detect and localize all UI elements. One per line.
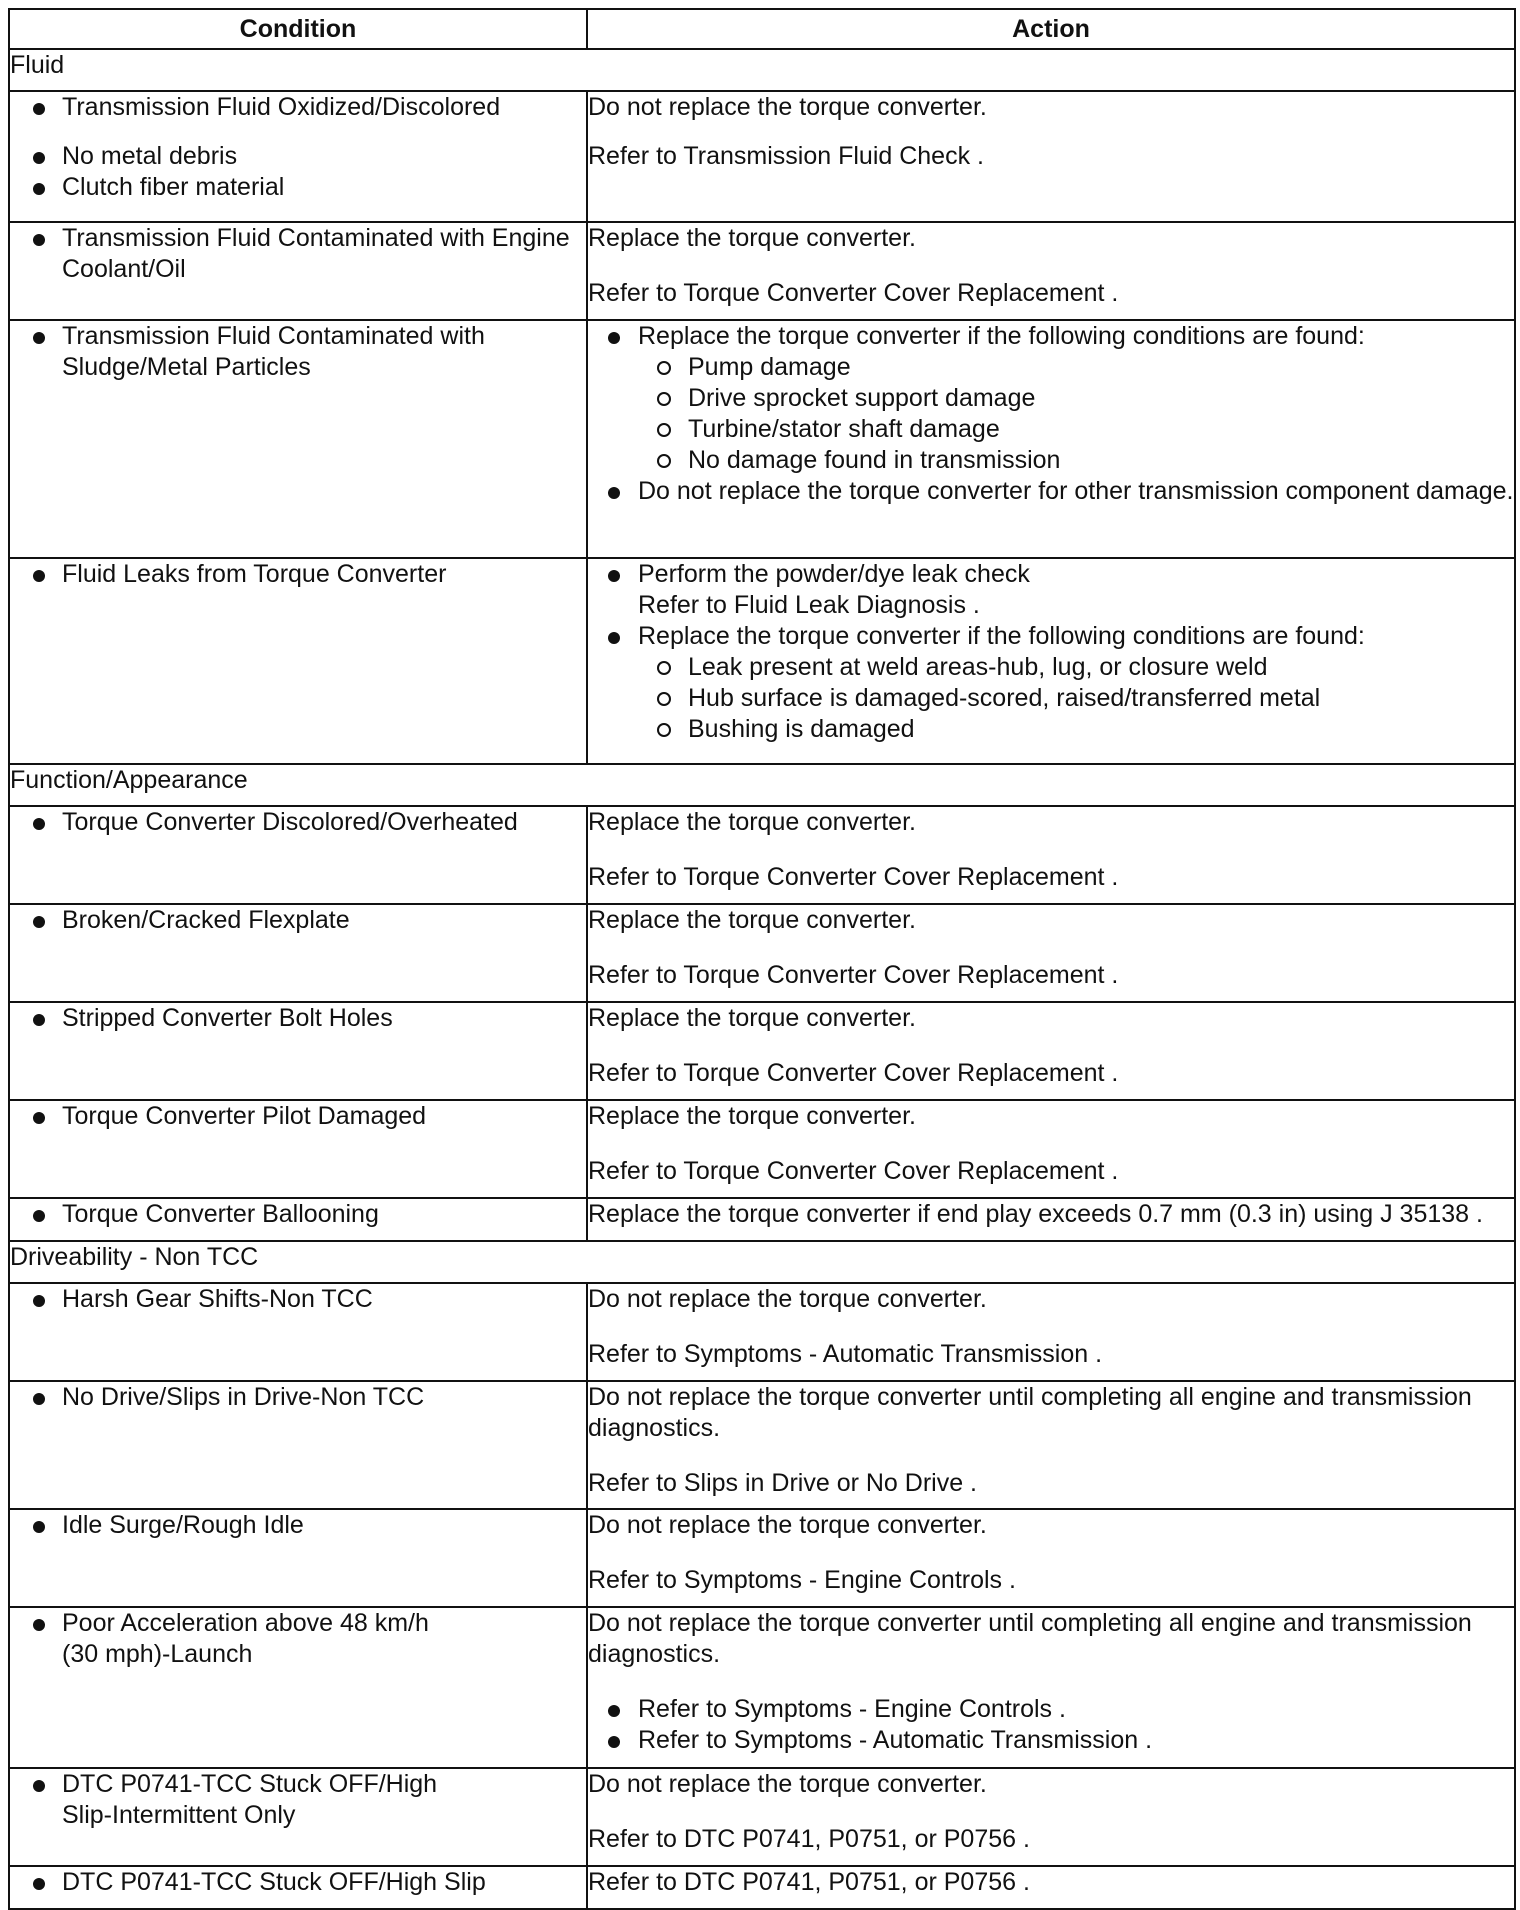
condition-cell xyxy=(9,1768,587,1866)
condition-item: Transmission Fluid Contaminated with Engine Coolant/Oil xyxy=(10,223,586,285)
action-subitem: No damage found in transmission xyxy=(588,445,1514,476)
action-reference: Refer to Torque Converter Cover Replacement . xyxy=(588,961,1119,989)
section-row xyxy=(9,49,1515,91)
action-item: Do not replace the torque converter for other transmission component damage. xyxy=(588,476,1514,507)
action-text: Replace the torque converter if end play exceeds 0.7 mm (0.3 in) using J 35138 . xyxy=(588,1200,1483,1228)
section-row xyxy=(9,764,1515,806)
condition-item: Stripped Converter Bolt Holes xyxy=(10,1003,586,1034)
table-row xyxy=(9,1381,1515,1509)
condition-header: Condition xyxy=(9,9,587,49)
table-row xyxy=(9,1198,1515,1241)
action-reference: Refer to Fluid Leak Diagnosis . xyxy=(638,591,980,619)
action-text: Do not replace the torque converter. xyxy=(588,93,987,121)
section-driveability: Driveability - Non TCC xyxy=(9,1241,1515,1283)
condition-cell xyxy=(9,1607,587,1768)
action-cell xyxy=(587,1381,1515,1509)
action-item-text: Perform the powder/dye leak check xyxy=(638,560,1030,588)
action-reference: Refer to Torque Converter Cover Replacement . xyxy=(588,279,1119,307)
action-subitem: Hub surface is damaged-scored, raised/transferred metal xyxy=(588,683,1514,714)
table-row xyxy=(9,1002,1515,1100)
action-text: Do not replace the torque converter until completing all engine and transmission diagnostics. xyxy=(588,1609,1472,1668)
action-text: Replace the torque converter. xyxy=(588,1004,916,1032)
table-row xyxy=(9,1768,1515,1866)
action-cell xyxy=(587,904,1515,1002)
action-text: Replace the torque converter. xyxy=(588,906,916,934)
table-row xyxy=(9,1100,1515,1198)
table-row xyxy=(9,91,1515,222)
action-reference: Refer to DTC P0741, P0751, or P0756 . xyxy=(588,1868,1030,1896)
action-reference: Refer to Slips in Drive or No Drive . xyxy=(588,1469,978,1497)
action-text: Replace the torque converter. xyxy=(588,224,916,252)
condition-item: Broken/Cracked Flexplate xyxy=(10,905,586,936)
action-cell xyxy=(587,1100,1515,1198)
action-text: Replace the torque converter. xyxy=(588,808,916,836)
action-cell xyxy=(587,558,1515,764)
condition-cell xyxy=(9,320,587,558)
action-reference: Refer to Symptoms - Engine Controls . xyxy=(588,1566,1016,1594)
condition-cell xyxy=(9,1509,587,1607)
action-text: Do not replace the torque converter. xyxy=(588,1511,987,1539)
action-cell xyxy=(587,1283,1515,1381)
action-text: Do not replace the torque converter. xyxy=(588,1285,987,1313)
condition-item xyxy=(10,1608,586,1670)
section-fluid: Fluid xyxy=(9,49,1515,91)
condition-cell xyxy=(9,806,587,904)
action-item: Replace the torque converter if the following conditions are found: xyxy=(588,621,1514,652)
condition-cell xyxy=(9,1283,587,1381)
condition-line: DTC P0741-TCC Stuck OFF/High xyxy=(62,1770,438,1798)
header-row xyxy=(9,9,1515,49)
condition-item: Torque Converter Discolored/Overheated xyxy=(10,807,586,838)
section-function-appearance: Function/Appearance xyxy=(9,764,1515,806)
action-text: Do not replace the torque converter. xyxy=(588,1770,987,1798)
action-subitem: Pump damage xyxy=(588,352,1514,383)
table-row xyxy=(9,1866,1515,1909)
table-row xyxy=(9,1509,1515,1607)
table-row xyxy=(9,806,1515,904)
action-subitem: Bushing is damaged xyxy=(588,714,1514,745)
condition-line: (30 mph)-Launch xyxy=(62,1640,253,1668)
action-cell xyxy=(587,1002,1515,1100)
action-cell xyxy=(587,91,1515,222)
condition-cell xyxy=(9,1866,587,1909)
action-subitem: Leak present at weld areas-hub, lug, or closure weld xyxy=(588,652,1514,683)
condition-cell xyxy=(9,1198,587,1241)
condition-cell xyxy=(9,1381,587,1509)
condition-item: Fluid Leaks from Torque Converter xyxy=(10,559,586,590)
condition-item: Torque Converter Pilot Damaged xyxy=(10,1101,586,1132)
action-text: Do not replace the torque converter until completing all engine and transmission diagnostics. xyxy=(588,1383,1472,1442)
condition-cell xyxy=(9,1002,587,1100)
condition-cell xyxy=(9,91,587,222)
condition-item: Transmission Fluid Oxidized/Discolored xyxy=(10,92,586,123)
table-row xyxy=(9,222,1515,320)
table-row xyxy=(9,558,1515,764)
action-header: Action xyxy=(587,9,1515,49)
table-row xyxy=(9,904,1515,1002)
condition-cell xyxy=(9,222,587,320)
action-cell xyxy=(587,1198,1515,1241)
table-row xyxy=(9,1283,1515,1381)
table-row xyxy=(9,320,1515,558)
condition-item: Idle Surge/Rough Idle xyxy=(10,1510,586,1541)
condition-item: Harsh Gear Shifts-Non TCC xyxy=(10,1284,586,1315)
table-row xyxy=(9,1607,1515,1768)
action-reference: Refer to Transmission Fluid Check . xyxy=(588,142,984,170)
condition-cell xyxy=(9,904,587,1002)
action-reference: Refer to DTC P0741, P0751, or P0756 . xyxy=(588,1825,1030,1853)
action-cell xyxy=(587,1768,1515,1866)
action-reference: Refer to Symptoms - Automatic Transmission . xyxy=(588,1725,1514,1756)
action-item xyxy=(588,559,1514,621)
condition-cell xyxy=(9,558,587,764)
action-cell xyxy=(587,1509,1515,1607)
condition-line: Slip-Intermittent Only xyxy=(62,1801,296,1829)
condition-item: No Drive/Slips in Drive-Non TCC xyxy=(10,1382,586,1413)
action-reference: Refer to Torque Converter Cover Replacement . xyxy=(588,1059,1119,1087)
action-cell xyxy=(587,806,1515,904)
condition-item xyxy=(10,1769,586,1831)
action-cell xyxy=(587,222,1515,320)
action-item: Replace the torque converter if the following conditions are found: xyxy=(588,321,1514,352)
action-reference: Refer to Torque Converter Cover Replacement . xyxy=(588,1157,1119,1185)
action-cell xyxy=(587,1866,1515,1909)
condition-item: No metal debris xyxy=(10,141,586,172)
action-cell xyxy=(587,1607,1515,1768)
action-reference: Refer to Torque Converter Cover Replacement . xyxy=(588,863,1119,891)
action-reference: Refer to Symptoms - Automatic Transmission . xyxy=(588,1340,1103,1368)
condition-cell xyxy=(9,1100,587,1198)
condition-line: Poor Acceleration above 48 km/h xyxy=(62,1609,429,1637)
action-cell xyxy=(587,320,1515,558)
condition-item: Torque Converter Ballooning xyxy=(10,1199,586,1230)
condition-item: Transmission Fluid Contaminated with Sludge/Metal Particles xyxy=(10,321,586,383)
section-row xyxy=(9,1241,1515,1283)
action-reference: Refer to Symptoms - Engine Controls . xyxy=(588,1694,1514,1725)
condition-item: DTC P0741-TCC Stuck OFF/High Slip xyxy=(10,1867,586,1898)
diagnosis-table xyxy=(8,8,1516,1910)
condition-item: Clutch fiber material xyxy=(10,172,586,203)
action-subitem: Drive sprocket support damage xyxy=(588,383,1514,414)
action-subitem: Turbine/stator shaft damage xyxy=(588,414,1514,445)
action-text: Replace the torque converter. xyxy=(588,1102,916,1130)
